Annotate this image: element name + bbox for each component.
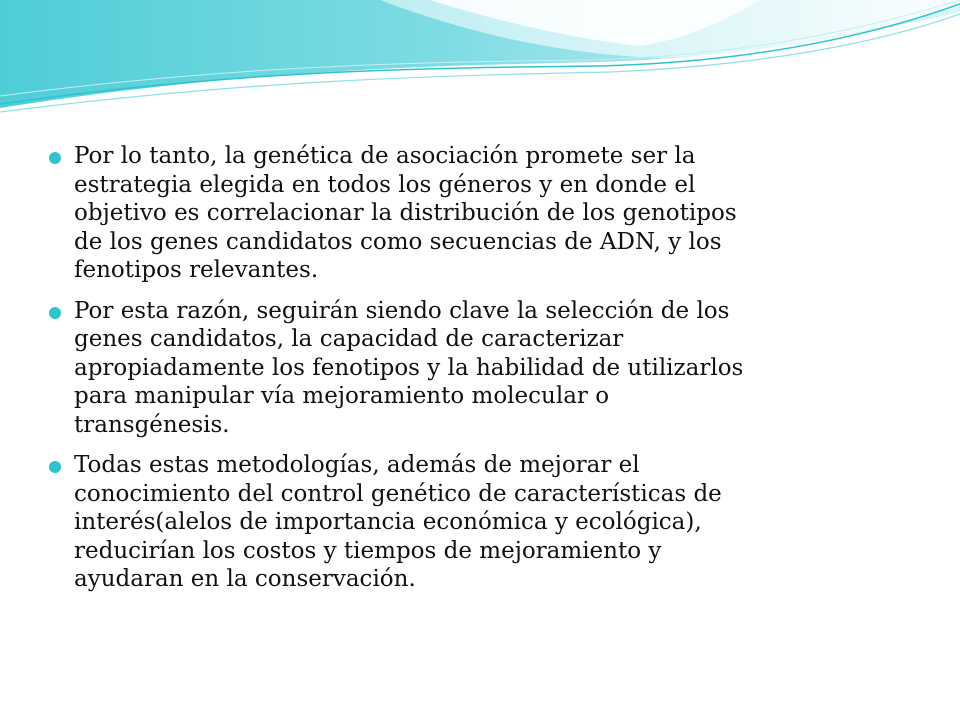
bullet-icon <box>49 152 61 164</box>
bullet-list <box>46 142 746 594</box>
bullet-icon <box>49 461 61 473</box>
bullet-text: Por lo tanto, la genética de asociación promete ser la estrategia elegida en todos los géneros y en donde el objetivo es correlacionar la distribución de los genotipos de los genes candidatos como secuencias de ADN, y los fenotipos relevantes. <box>74 143 737 283</box>
bullet-item <box>46 297 746 440</box>
header-wave-decoration <box>0 0 960 130</box>
bullet-icon <box>49 307 61 319</box>
bullet-text: Por esta razón, seguirán siendo clave la selección de los genes candidatos, la capacidad de caracterizar apropiadamente los fenotipos y la habilidad de utilizarlos para manipular vía mejoramiento molecular o transgénesis. <box>74 297 744 438</box>
slide-content <box>46 142 746 606</box>
bullet-item <box>46 451 746 594</box>
bullet-item <box>46 142 746 285</box>
bullet-text: Todas estas metodologías, además de mejorar el conocimiento del control genético de características de interés(alelos de importancia económica y ecológica), reducirían los costos y tiempos de mejoramiento y ayudaran en la conservación. <box>74 452 722 592</box>
